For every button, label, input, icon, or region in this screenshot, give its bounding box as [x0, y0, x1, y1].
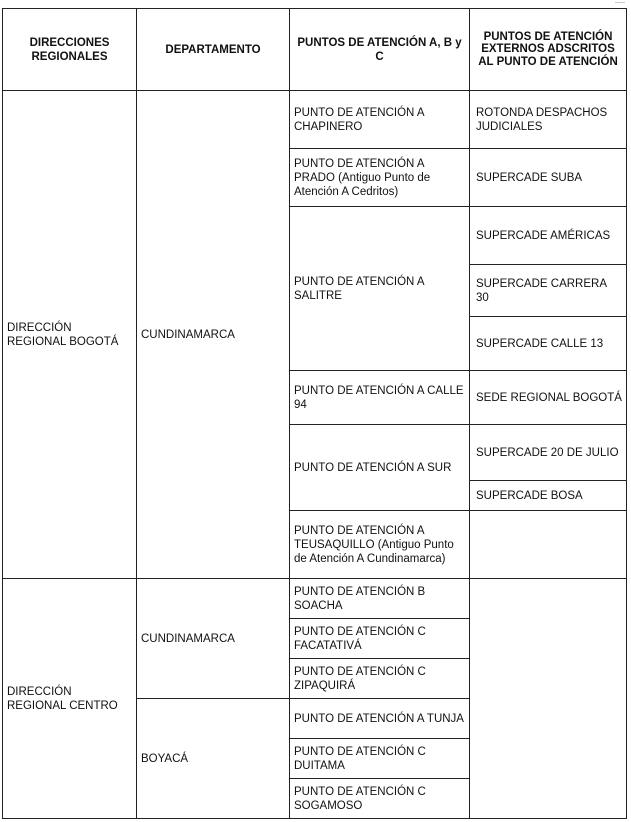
- externo-calle-13: SUPERCADE CALLE 13: [470, 317, 627, 371]
- departamento-centro-boyaca: BOYACÁ: [137, 699, 290, 819]
- punto-calle-94: PUNTO DE ATENCIÓN A CALLE 94: [290, 371, 470, 425]
- punto-tunja: PUNTO DE ATENCIÓN A TUNJA: [290, 699, 470, 739]
- punto-duitama: PUNTO DE ATENCIÓN C DUITAMA: [290, 739, 470, 779]
- punto-prado: PUNTO DE ATENCIÓN A PRADO (Antiguo Punto de Atención A Cedritos): [290, 149, 470, 207]
- header-row: [3, 9, 627, 91]
- punto-soacha: PUNTO DE ATENCIÓN B SOACHA: [290, 579, 470, 619]
- departamento-centro-cundinamarca: CUNDINAMARCA: [137, 579, 290, 699]
- punto-chapinero: PUNTO DE ATENCIÓN A CHAPINERO: [290, 91, 470, 149]
- punto-teusaquillo: PUNTO DE ATENCIÓN A TEUSAQUILLO (Antiguo Punto de Atención A Cundinamarca): [290, 511, 470, 579]
- externo-20-de-julio: SUPERCADE 20 DE JULIO: [470, 425, 627, 481]
- header-puntos: PUNTOS DE ATENCIÓN A, B y C: [290, 9, 470, 91]
- externo-americas: SUPERCADE AMÉRICAS: [470, 207, 627, 265]
- externo-empty: [470, 511, 627, 579]
- header-direcciones: DIRECCIONES REGIONALES: [3, 9, 137, 91]
- regional-points-table: [2, 8, 627, 819]
- corner-mark: -----: [615, 0, 625, 6]
- table-row: [3, 579, 627, 619]
- punto-zipaquira: PUNTO DE ATENCIÓN C ZIPAQUIRÁ: [290, 659, 470, 699]
- header-departamento: DEPARTAMENTO: [137, 9, 290, 91]
- table-row: [3, 91, 627, 149]
- header-externos: PUNTOS DE ATENCIÓN EXTERNOS ADSCRITOS AL PUNTO DE ATENCIÓN: [470, 9, 627, 91]
- departamento-bogota-cundinamarca: CUNDINAMARCA: [137, 91, 290, 579]
- region-centro: DIRECCIÓN REGIONAL CENTRO: [3, 579, 137, 819]
- externo-carrera-30: SUPERCADE CARRERA 30: [470, 265, 627, 317]
- punto-salitre: PUNTO DE ATENCIÓN A SALITRE: [290, 207, 470, 371]
- externo-rotonda: ROTONDA DESPACHOS JUDICIALES: [470, 91, 627, 149]
- punto-sur: PUNTO DE ATENCIÓN A SUR: [290, 425, 470, 511]
- externo-bosa: SUPERCADE BOSA: [470, 481, 627, 511]
- externo-sede-regional-bogota: SEDE REGIONAL BOGOTÁ: [470, 371, 627, 425]
- punto-sogamoso: PUNTO DE ATENCIÓN C SOGAMOSO: [290, 779, 470, 819]
- region-bogota: DIRECCIÓN REGIONAL BOGOTÁ: [3, 91, 137, 579]
- punto-facatativa: PUNTO DE ATENCIÓN C FACATATIVÁ: [290, 619, 470, 659]
- externo-suba: SUPERCADE SUBA: [470, 149, 627, 207]
- externo-empty-centro: [470, 579, 627, 819]
